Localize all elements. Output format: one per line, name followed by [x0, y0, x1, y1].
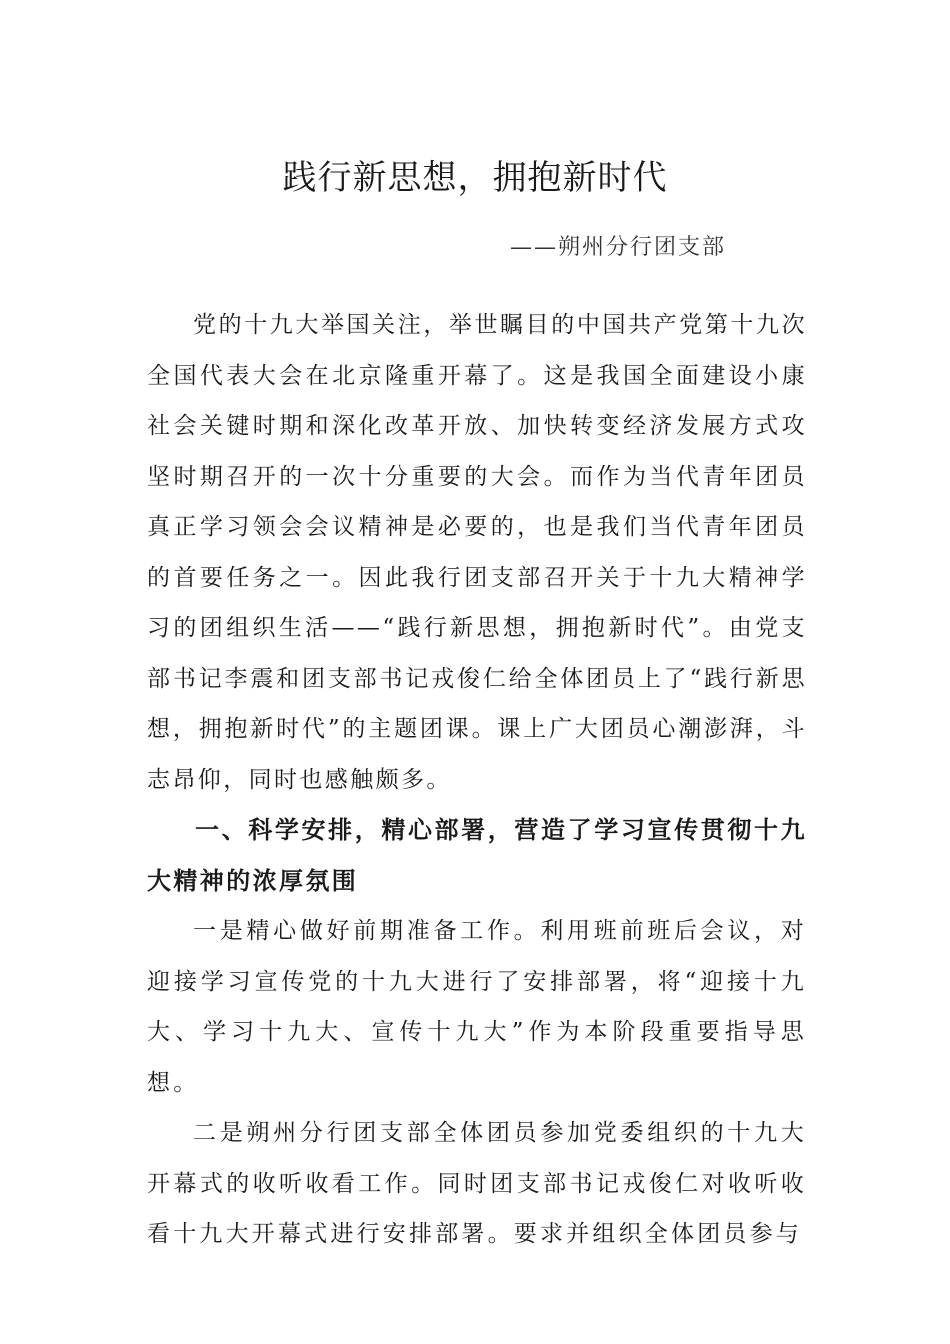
document-body — [147, 300, 807, 1260]
document-title: 践行新思想，拥抱新时代 — [282, 158, 668, 198]
intro-paragraph: 党的十九大举国关注，举世瞩目的中国共产党第十九次全国代表大会在北京隆重开幕了。这是我国全面建设小康社会关键时期和深化改革开放、加快转变经济发展方式攻坚时期召开的一次十分重要的大会。而作为当代青年团员真正学习领会会议精神是必要的，也是我们当代青年团员的首要任务之一。因此我行团支部召开关于十九大精神学习的团组织生活——“践行新思想，拥抱新时代”。由党支部书记李震和团支部书记戎俊仁给全体团员上了“践行新思想，拥抱新时代”的主题团课。课上广大团员心潮澎湃，斗志昂仰，同时也感触颇多。 — [147, 312, 807, 793]
section-heading: 一、科学安排，精心部署，营造了学习宣传贯彻十九大精神的浓厚氛围 — [147, 816, 807, 895]
document-subtitle: ——朔州分行团支部 — [510, 235, 727, 260]
section-paragraph-2: 二是朔州分行团支部全体团员参加党委组织的十九大开幕式的收听收看工作。同时团支部书记戎俊仁对收听收看十九大开幕式进行安排部署。要求并组织全体团员参与 — [147, 1120, 807, 1247]
section-paragraph-1: 一是精心做好前期准备工作。利用班前班后会议，对迎接学习宣传党的十九大进行了安排部署，将“迎接十九大、学习十九大、宣传十九大”作为本阶段重要指导思想。 — [147, 918, 807, 1096]
